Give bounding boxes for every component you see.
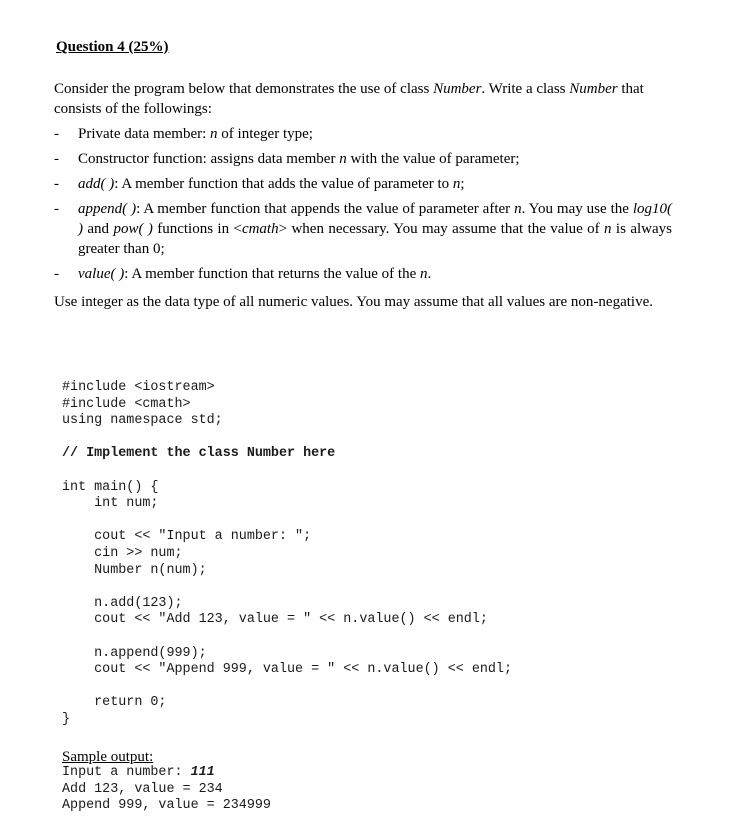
code-line: return 0; (62, 695, 167, 711)
sample-line-add: Add 123, value = 234 (62, 781, 223, 797)
requirement-function: log10( ) (78, 201, 673, 237)
intro-class-name-2: Number (569, 81, 618, 97)
code-line (62, 579, 512, 596)
requirement-var: n (514, 201, 522, 217)
requirement-var: n (452, 176, 461, 192)
intro-paragraph (54, 79, 672, 119)
code-line (62, 629, 512, 646)
intro-text-2: . Write a class (481, 81, 570, 97)
intro-text-3: that consists of the followings: (54, 81, 644, 117)
requirement-text: : A member function that adds the value of parameter to (114, 176, 453, 192)
sample-output-block (62, 765, 271, 815)
requirement-text: Constructor function: assigns data member (78, 151, 340, 167)
sample-prompt: Input a number: (62, 765, 191, 780)
requirement-var: n (420, 266, 428, 282)
requirement-var: n (604, 221, 612, 237)
requirement-value (54, 264, 672, 284)
bullet-dash: - (54, 176, 59, 192)
code-line: int num; (62, 496, 159, 512)
code-line (62, 513, 512, 530)
question-title: Question 4 (25%) (56, 39, 169, 55)
requirement-text: is always greater than 0; (78, 221, 672, 257)
code-block (62, 380, 512, 728)
code-line: #include <cmath> (62, 396, 191, 412)
requirement-text: > when necessary. You may assume that the value of (278, 221, 605, 237)
requirement-header: cmath (241, 221, 279, 237)
requirement-function: pow( ) (113, 221, 153, 237)
requirement-text: functions in < (152, 221, 242, 237)
code-line: int main() { (62, 479, 159, 495)
bullet-dash: - (54, 201, 59, 217)
requirement-text: with the value of parameter; (346, 151, 520, 167)
intro-class-name-1: Number (433, 81, 482, 97)
code-line: cout << "Add 123, value = " << n.value() << endl; (62, 612, 488, 628)
code-line (62, 463, 512, 480)
code-line: cout << "Input a number: "; (62, 529, 312, 545)
code-line: n.add(123); (62, 595, 183, 611)
code-comment-line: // Implement the class Number here (62, 446, 336, 462)
sample-line-input (62, 765, 271, 782)
requirement-add (54, 174, 672, 194)
code-line: using namespace std; (62, 413, 223, 429)
requirement-function: value( ) (78, 266, 125, 282)
requirement-text: Private data member: (78, 126, 211, 142)
requirement-constructor (54, 149, 672, 169)
sample-line-append: Append 999, value = 234999 (62, 798, 271, 814)
requirement-text: : A member function that appends the value of parameter after (136, 201, 515, 217)
sample-user-input: 111 (190, 765, 215, 780)
requirements-list (54, 124, 672, 289)
code-line: cin >> num; (62, 545, 183, 561)
requirement-data-member (54, 124, 672, 144)
bullet-dash: - (54, 151, 59, 167)
code-line: n.append(999); (62, 645, 207, 661)
bullet-dash: - (54, 266, 59, 282)
requirement-text: : A member function that returns the value of the (124, 266, 420, 282)
code-line: #include <iostream> (62, 380, 215, 395)
requirement-function: append( ) (78, 201, 137, 217)
sample-output-title: Sample output: (62, 749, 154, 765)
code-line: Number n(num); (62, 562, 207, 578)
requirement-text: of integer type; (217, 126, 313, 142)
requirement-text: . (427, 266, 432, 282)
requirement-text: ; (460, 176, 465, 192)
requirement-var: n (210, 126, 218, 142)
requirement-text: . You may use the (521, 201, 633, 217)
bullet-dash: - (54, 126, 59, 142)
intro-text-1: Consider the program below that demonstrates the use of class (54, 81, 434, 97)
code-line (62, 430, 512, 447)
code-line: } (62, 711, 71, 727)
requirement-var: n (339, 151, 347, 167)
closing-paragraph: Use integer as the data type of all numeric values. You may assume that all values are non-negative. (54, 294, 653, 310)
requirement-append (54, 199, 672, 259)
requirement-text: and (83, 221, 114, 237)
code-line: cout << "Append 999, value = " << n.value() << endl; (62, 662, 512, 678)
code-line (62, 679, 512, 696)
requirement-function: add( ) (78, 176, 115, 192)
